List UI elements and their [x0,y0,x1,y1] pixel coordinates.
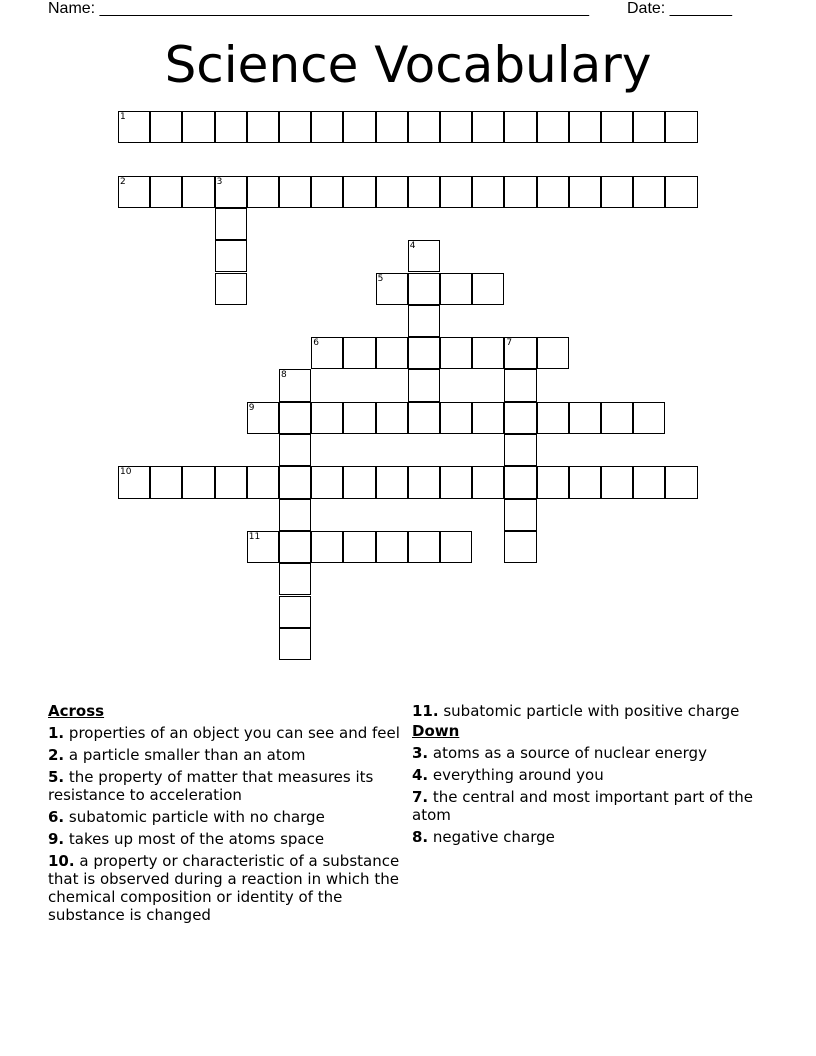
clue-text: atoms as a source of nuclear energy [432,744,707,762]
crossword-cell[interactable] [279,434,311,466]
crossword-cell[interactable] [569,466,601,498]
crossword-cell[interactable] [504,337,536,369]
crossword-cell[interactable] [408,531,440,563]
crossword-cell[interactable] [504,369,536,401]
clue-item [412,828,782,846]
crossword-cell[interactable] [504,499,536,531]
date-field[interactable]: Date: _______ [627,0,732,17]
crossword-cell[interactable] [633,111,665,143]
crossword-cell[interactable] [279,111,311,143]
crossword-cell[interactable] [279,402,311,434]
crossword-cell[interactable] [376,176,408,208]
crossword-cell[interactable] [118,111,150,143]
clue-item [412,702,782,720]
crossword-cell[interactable] [343,337,375,369]
clue-number: 3 [216,176,223,187]
crossword-cell[interactable] [343,402,375,434]
crossword-cell[interactable] [182,466,214,498]
crossword-cell[interactable] [408,111,440,143]
clue-text: takes up most of the atoms space [68,830,325,848]
clue-item [48,724,408,742]
crossword-cell[interactable] [311,176,343,208]
crossword-cell[interactable] [247,176,279,208]
clue-number: 5 [377,273,384,284]
clue-text: negative charge [432,828,555,846]
crossword-cell[interactable] [311,466,343,498]
clue-text: properties of an object you can see and feel [68,724,400,742]
crossword-cell[interactable] [569,111,601,143]
crossword-cell[interactable] [408,176,440,208]
clues-left-column [48,702,408,928]
crossword-cell[interactable] [215,240,247,272]
clue-number: 10. [48,852,75,870]
crossword-cell[interactable] [601,176,633,208]
crossword-cell[interactable] [601,402,633,434]
clue-text: everything around you [432,766,604,784]
crossword-cell[interactable] [343,111,375,143]
crossword-cell[interactable] [215,466,247,498]
crossword-cell[interactable] [440,111,472,143]
crossword-cell[interactable] [247,111,279,143]
crossword-cell[interactable] [504,531,536,563]
crossword-cell[interactable] [504,111,536,143]
clue-text: the central and most important part of the atom [412,788,753,824]
crossword-cell[interactable] [376,273,408,305]
crossword-cell[interactable] [408,402,440,434]
clue-item [412,788,782,824]
crossword-cell[interactable] [440,273,472,305]
crossword-cell[interactable] [537,111,569,143]
clue-number: 11 [248,531,261,542]
crossword-cell[interactable] [472,402,504,434]
clue-number: 9. [48,830,65,848]
clue-number: 6 [313,338,319,349]
clue-number: 5. [48,768,65,786]
crossword-cell[interactable] [279,176,311,208]
crossword-cell[interactable] [472,466,504,498]
crossword-cell[interactable] [633,176,665,208]
crossword-cell[interactable] [440,337,472,369]
crossword-cell[interactable] [311,402,343,434]
clue-text: subatomic particle with positive charge [443,702,740,720]
crossword-cell[interactable] [569,176,601,208]
clue-item [412,744,782,762]
clue-number: 7 [506,338,513,349]
clue-number: 2. [48,746,65,764]
crossword-cell[interactable] [376,402,408,434]
crossword-cell[interactable] [215,111,247,143]
crossword-cell[interactable] [537,337,569,369]
crossword-cell[interactable] [408,369,440,401]
crossword-cell[interactable] [633,402,665,434]
clue-number: 11. [412,702,439,720]
crossword-cell[interactable] [247,402,279,434]
crossword-cell[interactable] [150,466,182,498]
crossword-cell[interactable] [343,531,375,563]
crossword-cell[interactable] [343,176,375,208]
crossword-cell[interactable] [343,466,375,498]
crossword-cell[interactable] [537,176,569,208]
crossword-cell[interactable] [408,240,440,272]
clue-item [48,746,408,764]
clue-number: 2 [120,176,126,187]
crossword-cell[interactable] [504,176,536,208]
clue-number: 7. [412,788,429,806]
crossword-cell[interactable] [537,402,569,434]
clue-number: 1. [48,724,65,742]
clue-number: 4 [409,241,416,252]
page-title: Science Vocabulary [164,36,652,94]
clue-item [48,768,408,804]
crossword-cell[interactable] [279,369,311,401]
crossword-cell[interactable] [247,466,279,498]
crossword-cell[interactable] [408,466,440,498]
crossword-cell[interactable] [376,337,408,369]
clue-number: 10 [120,467,132,478]
clue-item [48,852,408,924]
crossword-cell[interactable] [504,466,536,498]
crossword-cell[interactable] [569,402,601,434]
crossword-cell[interactable] [311,111,343,143]
crossword-cell[interactable] [537,466,569,498]
crossword-cell[interactable] [408,337,440,369]
clue-number: 9 [248,402,255,413]
crossword-cell[interactable] [440,402,472,434]
crossword-cell[interactable] [182,176,214,208]
clue-text: a particle smaller than an atom [68,746,306,764]
crossword-cell[interactable] [472,111,504,143]
crossword-cell[interactable] [601,466,633,498]
clue-text: the property of matter that measures its resistance to acceleration [48,768,374,804]
crossword-cell[interactable] [118,466,150,498]
clue-item [412,766,782,784]
crossword-cell[interactable] [311,531,343,563]
crossword-cell[interactable] [472,273,504,305]
crossword-cell[interactable] [472,337,504,369]
crossword-cell[interactable] [408,273,440,305]
clue-text: a property or characteristic of a substance that is observed during a reaction in which the chemical composition or identity of the substance is changed [48,852,400,924]
crossword-cell[interactable] [376,466,408,498]
clue-number: 8. [412,828,429,846]
crossword-cell[interactable] [633,466,665,498]
crossword-cell[interactable] [150,111,182,143]
crossword-cell[interactable] [279,499,311,531]
crossword-cell[interactable] [279,628,311,660]
crossword-cell[interactable] [504,402,536,434]
clue-number: 1 [120,112,126,122]
crossword-cell[interactable] [440,531,472,563]
clue-number: 4. [412,766,429,784]
down-heading: Down [412,722,460,740]
crossword-cell[interactable] [279,596,311,628]
crossword-cell[interactable] [150,176,182,208]
clue-number: 3. [412,744,429,762]
crossword-cell[interactable] [665,176,697,208]
clue-number: 8 [281,370,287,381]
crossword-cell[interactable] [279,563,311,595]
crossword-cell[interactable] [665,466,697,498]
across-heading: Across [48,702,105,720]
crossword-cell[interactable] [215,273,247,305]
name-field[interactable]: Name: _______________________________________________________ [48,0,589,17]
crossword-cell[interactable] [601,111,633,143]
crossword-cell[interactable] [247,531,279,563]
clues-right-column [412,702,782,850]
crossword-cell[interactable] [440,466,472,498]
clue-text: subatomic particle with no charge [68,808,325,826]
crossword-cell[interactable] [376,531,408,563]
clue-item [48,830,408,848]
clue-number: 6. [48,808,65,826]
crossword-cell[interactable] [440,176,472,208]
crossword-cell[interactable] [118,176,150,208]
crossword-cell[interactable] [408,305,440,337]
crossword-cell[interactable] [504,434,536,466]
clue-item [48,808,408,826]
crossword-cell[interactable] [215,176,247,208]
crossword-cell[interactable] [279,531,311,563]
crossword-cell[interactable] [182,111,214,143]
crossword-cell[interactable] [376,111,408,143]
crossword-cell[interactable] [215,208,247,240]
crossword-cell[interactable] [665,111,697,143]
crossword-cell[interactable] [311,337,343,369]
crossword-cell[interactable] [279,466,311,498]
crossword-cell[interactable] [472,176,504,208]
